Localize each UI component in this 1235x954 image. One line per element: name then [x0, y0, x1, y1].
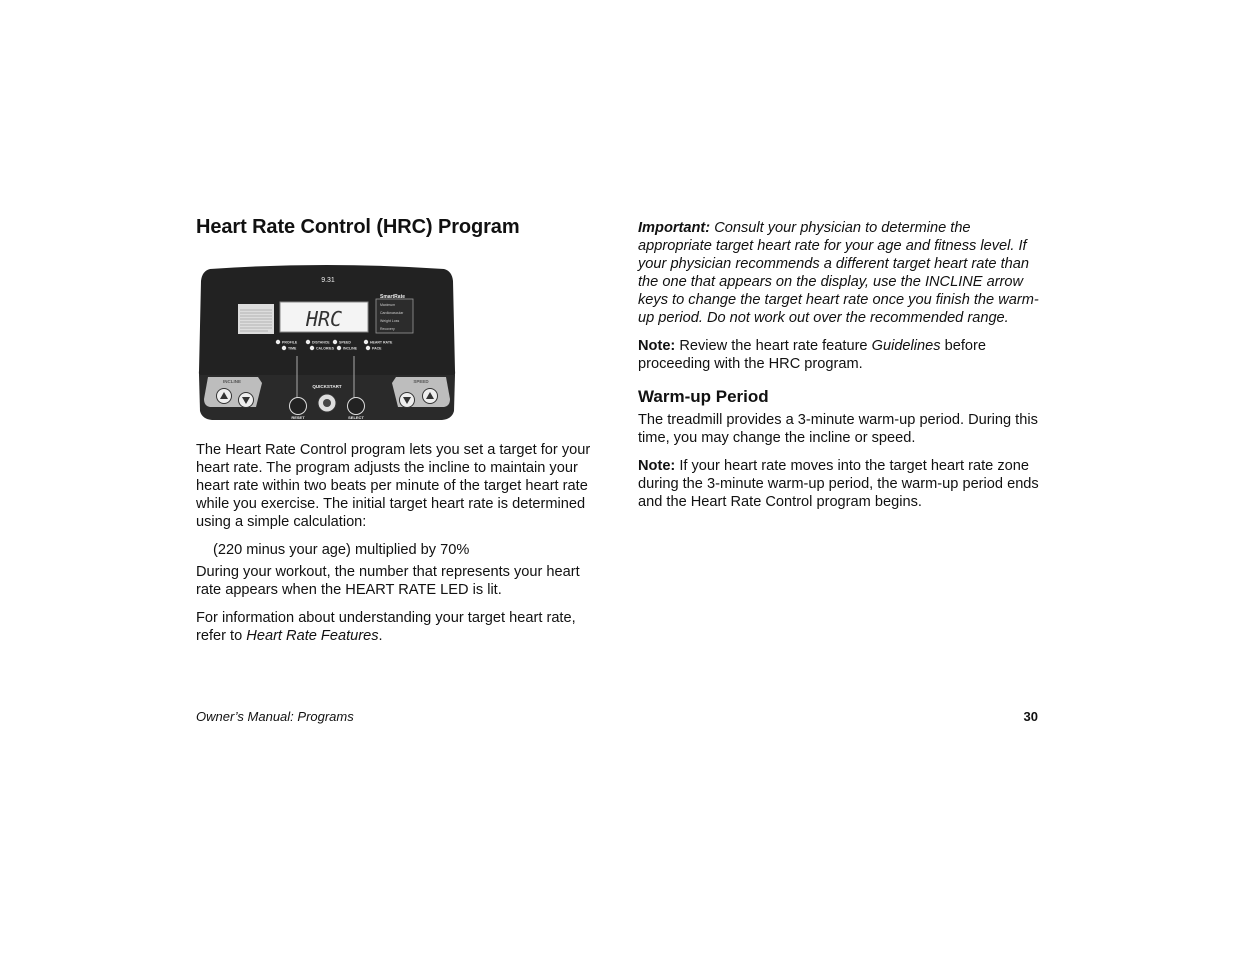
smartrate-zone-3: Weight Loss — [380, 319, 400, 323]
note-warmup: Note: If your heart rate moves into the target heart rate zone during the 3-minute warm-up period, the warm-up period ends and the Heart Rate Control program begins. — [638, 458, 1039, 510]
page-number: 30 — [1023, 709, 1038, 724]
left-column — [196, 216, 598, 655]
led-label-incline: INCLINE — [343, 346, 357, 351]
important-paragraph: Important: Consult your physician to determine the appropriate target heart rate for your age and fitness level. If your physician recommends a different target heart rate than the one that appears on the display, use the INCLINE arrow keys to change the target heart rate once you finish the warm-up period. Do not work out over the recommended range. — [638, 220, 1039, 326]
led-label-distance: DISTANCE — [312, 340, 330, 345]
note-guidelines: Note: Review the heart rate feature Guidelines before proceeding with the HRC program. — [638, 338, 987, 372]
intro-paragraph: The Heart Rate Control program lets you set a target for your heart rate. The program adjusts the incline to maintain your heart rate within two beats per minute of the target heart rate while you exercise. The initial target heart rate is determined using a simple calculation: — [196, 442, 591, 530]
led-label-calories: CALORIES — [316, 346, 335, 351]
note-label: Note: — [638, 338, 676, 354]
console-illustration — [196, 261, 458, 423]
console-brand: 9.31 — [321, 277, 335, 284]
treadmill-console-image — [196, 261, 458, 423]
page-title: Heart Rate Control (HRC) Program — [196, 216, 520, 238]
important-label: Important: — [638, 220, 711, 236]
led-label-heart-rate: HEART RATE — [370, 340, 393, 345]
led-label-time: TIME — [288, 346, 297, 351]
workout-paragraph: During your workout, the number that represents your heart rate appears when the HEART RATE LED is lit. — [196, 564, 580, 598]
display-readout: HRC — [305, 307, 343, 331]
led-label-pace: PACE — [372, 346, 382, 351]
warmup-heading: Warm-up Period — [638, 387, 769, 406]
quickstart-label: QUICKSTART — [312, 384, 342, 389]
note-label-2: Note: — [638, 458, 676, 474]
smartrate-zone-4: Recovery — [380, 327, 395, 331]
led-label-profile: PROFILE — [282, 340, 298, 345]
reset-label: RESET — [291, 415, 305, 420]
formula: (220 minus your age) multiplied by 70% — [213, 542, 470, 558]
guidelines-ref: Guidelines — [871, 338, 941, 354]
select-label: SELECT — [348, 415, 364, 420]
smartrate-title: SmartRate — [380, 294, 406, 300]
warmup-paragraph: The treadmill provides a 3-minute warm-up period. During this time, you may change the incline or speed. — [638, 412, 1038, 446]
info-paragraph: For information about understanding your target heart rate, refer to Heart Rate Features. — [196, 610, 576, 644]
speed-band-label: SPEED — [413, 379, 429, 384]
heart-rate-features-ref: Heart Rate Features — [246, 628, 379, 644]
smartrate-zone-1: Maximum — [380, 303, 396, 307]
smartrate-zone-2: Cardiovascular — [380, 311, 404, 315]
incline-band-label: INCLINE — [223, 379, 241, 384]
footer-title: Owner’s Manual: Programs — [196, 709, 354, 724]
right-column — [638, 219, 1040, 521]
led-label-speed: SPEED — [339, 340, 351, 345]
